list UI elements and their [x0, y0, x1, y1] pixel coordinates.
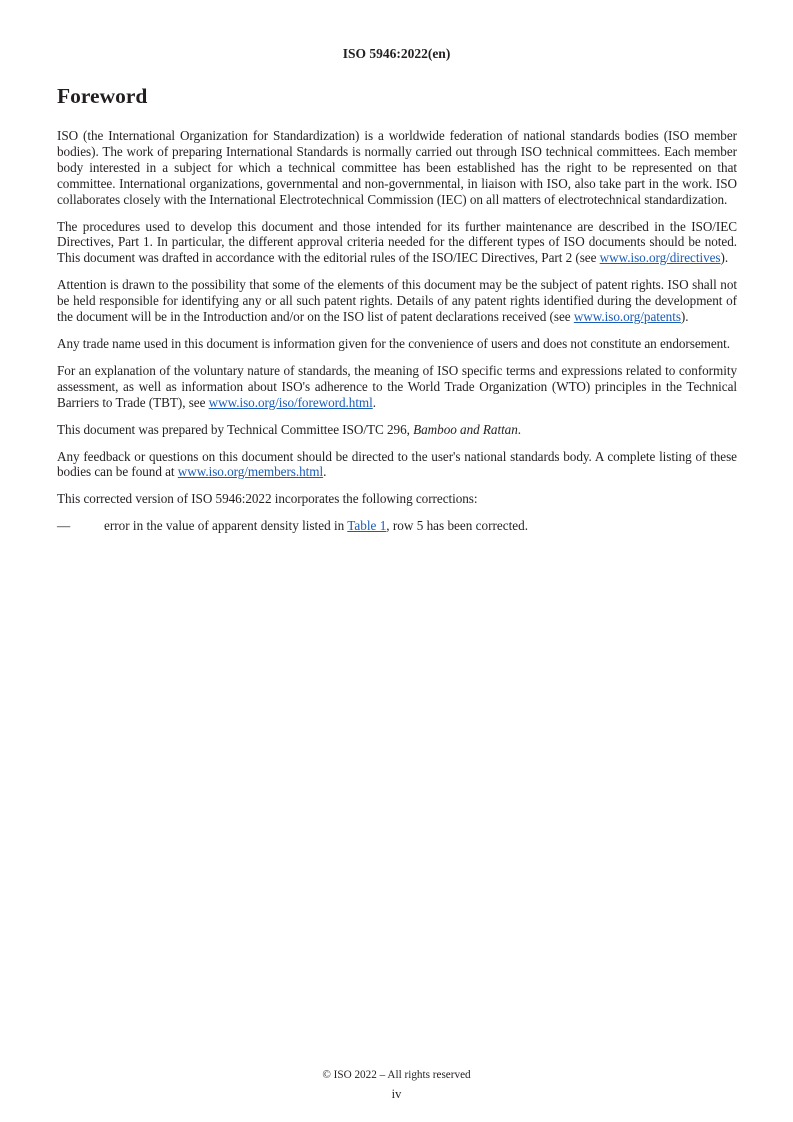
list-dash: —	[57, 518, 71, 534]
foreword-link[interactable]: www.iso.org/iso/foreword.html	[208, 394, 373, 410]
directives-link[interactable]: www.iso.org/directives	[599, 250, 721, 266]
page-content	[57, 84, 737, 534]
committee-title: Bamboo and Rattan	[413, 421, 518, 437]
paragraph-committee: This document was prepared by Technical Committee ISO/TC 296, Bamboo and Rattan.	[57, 421, 522, 437]
correction-list-item: — error in the value of apparent density listed in Table 1, row 5 has been corrected.	[57, 518, 528, 534]
paragraph-patents: Attention is drawn to the possibility that some of the elements of this document may be the subject of patent rights. ISO shall not be held responsible for identifying any or all such patent rights. Details of any patent rights identified during the development of the document will be in the Introduction and/or on the ISO list of patent declarations received (see www.iso.org/patents).	[57, 277, 737, 325]
patents-link[interactable]: www.iso.org/patents	[573, 309, 681, 325]
paragraph-voluntary-nature: For an explanation of the voluntary nature of standards, the meaning of ISO specific terms and expressions related to conformity assessment, as well as information about ISO's adherence to the World Trade Organization (WTO) principles in the Technical Barriers to Trade (TBT), see www.iso.org/iso/foreword.html.	[57, 362, 737, 410]
paragraph-trade-name: Any trade name used in this document is information given for the convenience of users and does not constitute an endorsement.	[57, 335, 731, 351]
page-footer	[0, 1066, 793, 1104]
paragraph-procedures: The procedures used to develop this document and those intended for its further maintenance are described in the ISO/IEC Directives, Part 1. In particular, the different approval criteria needed for the different types of ISO documents should be noted. This document was drafted in accordance with the editorial rules of the ISO/IEC Directives, Part 2 (see www.iso.org/directives).	[57, 218, 737, 266]
copyright-notice: © ISO 2022 – All rights reserved	[322, 1069, 471, 1081]
members-link[interactable]: www.iso.org/members.html	[177, 464, 324, 480]
document-id-header: ISO 5946:2022(en)	[342, 46, 451, 61]
table-1-link[interactable]: Table 1	[347, 518, 387, 534]
paragraph-corrections-intro: This corrected version of ISO 5946:2022 incorporates the following corrections:	[57, 491, 478, 507]
page-number: iv	[391, 1087, 402, 1101]
paragraph-iso-intro: ISO (the International Organization for Standardization) is a worldwide federation of national standards bodies (ISO member bodies). The work of preparing International Standards is normally carried out through ISO technical committees. Each member body interested in a subject for which a technical committee has been established has the right to be represented on that committee. International organizations, governmental and non-governmental, in liaison with ISO, also take part in the work. ISO collaborates closely with the International Electrotechnical Commission (IEC) on all matters of electrotechnical standardization.	[57, 128, 737, 207]
paragraph-feedback: Any feedback or questions on this document should be directed to the user's national standards body. A complete listing of these bodies can be found at www.iso.org/members.html.	[57, 448, 737, 480]
page-title: Foreword	[57, 84, 148, 108]
